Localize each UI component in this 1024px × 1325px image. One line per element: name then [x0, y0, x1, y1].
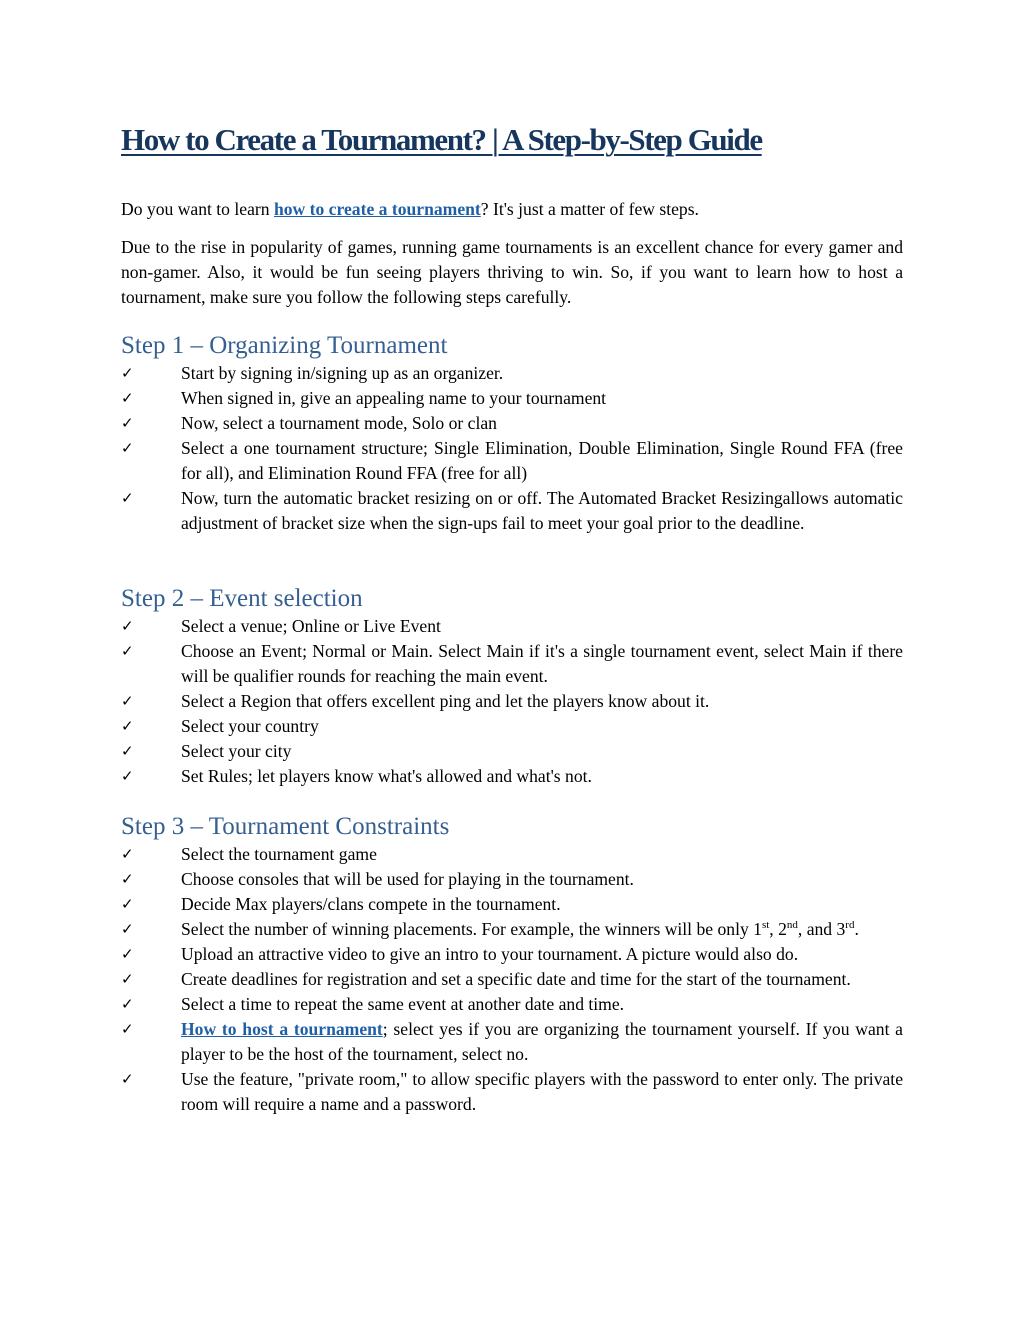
- checkmark-icon: ✓: [121, 1070, 134, 1088]
- step-2-section: [121, 584, 903, 789]
- list-item-text: Select a Region that offers excellent ping and let the players know about it.: [181, 691, 710, 711]
- list-item: [121, 1017, 903, 1067]
- list-item-text: Select the tournament game: [181, 844, 377, 864]
- intro-line: [121, 197, 903, 222]
- checkmark-icon: ✓: [121, 364, 134, 382]
- superscript-st: st: [761, 919, 770, 932]
- list-item-text: Select your country: [181, 716, 319, 736]
- checkmark-icon: ✓: [121, 389, 134, 407]
- step-1-section: [121, 331, 903, 536]
- checkmark-icon: ✓: [121, 642, 134, 660]
- list-item-text: Create deadlines for registration and set a specific date and time for the start of the tournament.: [181, 969, 851, 989]
- list-item: [121, 386, 903, 411]
- list-item: [121, 639, 903, 689]
- placements-text-c: , and 3: [797, 919, 846, 939]
- checkmark-icon: ✓: [121, 920, 134, 938]
- list-item: [121, 942, 903, 967]
- checkmark-icon: ✓: [121, 945, 134, 963]
- step-3-list: [121, 842, 903, 1117]
- checkmark-icon: ✓: [121, 489, 134, 507]
- list-item-text: Select a time to repeat the same event at another date and time.: [181, 994, 625, 1014]
- list-item-text: Select a one tournament structure; Single Elimination, Double Elimination, Single Round FFA (free for all), and Elimination Round FFA (free for all): [181, 438, 903, 483]
- superscript-rd: rd: [845, 919, 855, 932]
- list-item: [121, 892, 903, 917]
- list-item: [121, 689, 903, 714]
- list-item: [121, 714, 903, 739]
- checkmark-icon: ✓: [121, 970, 134, 988]
- list-item-text: Choose consoles that will be used for playing in the tournament.: [181, 869, 634, 889]
- host-item-text: ; select yes if you are organizing the tournament yourself. If you want a player to be the host of the tournament, select no.: [181, 1019, 903, 1064]
- list-item: [121, 1067, 903, 1117]
- step-1-heading: Step 1 – Organizing Tournament: [121, 332, 448, 359]
- checkmark-icon: ✓: [121, 895, 134, 913]
- list-item: [121, 486, 903, 536]
- placements-text-b: , 2: [769, 919, 787, 939]
- list-item: [121, 614, 903, 639]
- list-item: [121, 967, 903, 992]
- create-tournament-link[interactable]: how to create a tournament: [273, 199, 481, 219]
- step-2-heading: Step 2 – Event selection: [121, 585, 363, 612]
- checkmark-icon: ✓: [121, 717, 134, 735]
- step-3-heading: Step 3 – Tournament Constraints: [121, 813, 450, 840]
- list-item-text: Now, turn the automatic bracket resizing on or off. The Automated Bracket Resizingallows automatic adjustment of bracket size when the sign-ups fail to meet your goal prior to the deadline.: [181, 488, 903, 533]
- list-item-text: Select your city: [181, 741, 292, 761]
- list-item-text: Choose an Event; Normal or Main. Select Main if it's a single tournament event, select Main if there will be qualifier rounds for reaching the main event.: [181, 641, 903, 686]
- list-item-text: Select a venue; Online or Live Event: [181, 616, 441, 636]
- intro-block: [121, 197, 903, 310]
- superscript-nd: nd: [786, 919, 798, 932]
- intro-paragraph: Due to the rise in popularity of games, running game tournaments is an excellent chance for every gamer and non-gamer. Also, it would be fun seeing players thriving to win. So, if you want to learn how to host a tournament, make sure you follow the following steps carefully.: [121, 237, 903, 307]
- list-item-text: Set Rules; let players know what's allowed and what's not.: [181, 766, 592, 786]
- list-item-text: Start by signing in/signing up as an organizer.: [181, 363, 504, 383]
- checkmark-icon: ✓: [121, 870, 134, 888]
- list-item: [121, 411, 903, 436]
- list-item: [121, 867, 903, 892]
- list-item: [121, 992, 903, 1017]
- checkmark-icon: ✓: [121, 439, 134, 457]
- step-2-list: [121, 614, 903, 789]
- checkmark-icon: ✓: [121, 617, 134, 635]
- list-item-text: Upload an attractive video to give an intro to your tournament. A picture would also do.: [181, 944, 799, 964]
- list-item: [121, 739, 903, 764]
- intro-text-after: ? It's just a matter of few steps.: [480, 199, 699, 219]
- placements-text: [181, 919, 859, 939]
- step-3-section: [121, 812, 903, 1117]
- intro-text-before: Do you want to learn: [121, 199, 274, 219]
- checkmark-icon: ✓: [121, 1020, 134, 1038]
- host-tournament-link[interactable]: How to host a tournament: [181, 1019, 383, 1039]
- list-item: [121, 764, 903, 789]
- page-title: How to Create a Tournament? | A Step-by-Step Guide: [121, 122, 762, 157]
- list-item-text: Use the feature, "private room," to allow specific players with the password to enter only. The private room will require a name and a password.: [181, 1069, 903, 1114]
- step-1-list: [121, 361, 903, 536]
- list-item: [121, 436, 903, 486]
- checkmark-icon: ✓: [121, 767, 134, 785]
- list-item-text: When signed in, give an appealing name to your tournament: [181, 388, 607, 408]
- list-item-text: Now, select a tournament mode, Solo or clan: [181, 413, 497, 433]
- checkmark-icon: ✓: [121, 692, 134, 710]
- placements-text-d: .: [854, 919, 859, 939]
- placements-text-a: Select the number of winning placements. For example, the winners will be only 1: [181, 919, 762, 939]
- checkmark-icon: ✓: [121, 742, 134, 760]
- list-item: [121, 361, 903, 386]
- checkmark-icon: ✓: [121, 845, 134, 863]
- list-item: [121, 842, 903, 867]
- checkmark-icon: ✓: [121, 995, 134, 1013]
- list-item-text: Decide Max players/clans compete in the tournament.: [181, 894, 561, 914]
- checkmark-icon: ✓: [121, 414, 134, 432]
- list-item: [121, 917, 903, 942]
